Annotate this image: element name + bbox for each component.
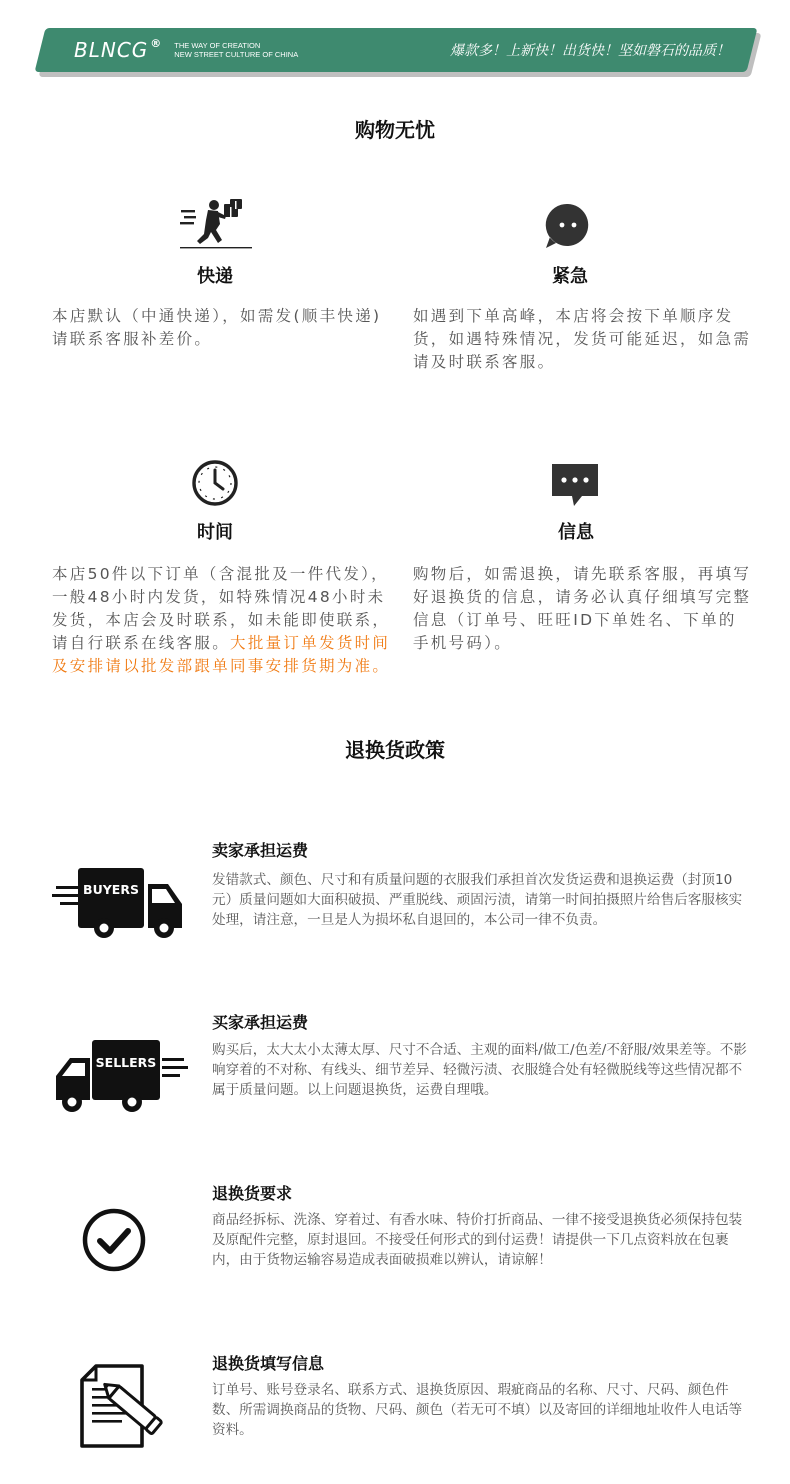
policy-text-fill-info: 订单号、账号登录名、联系方式、退换货原因、瑕疵商品的名称、尺寸、尺码、颜色件数、所需调换商品的货物、尺码、颜色（若无可不填）以及寄回的详细地址收件人电话等资料。 [212,1382,743,1438]
document-pen-icon [78,1362,172,1452]
truck-buyers-icon [50,864,186,940]
policy-text-buyer-pays: 购买后，太大太小太薄太厚、尺寸不合适、主观的面料/做工/色差/不舒服/效果差等。不影响穿着的不对称、有线头、细节差异、轻微污渍、衣服缝合处有轻微脱线等这些情况都不属于质量问题。以上问题退换货，运费自理哦。 [212,1042,747,1098]
feature-text-urgent: 如遇到下单高峰，本店将会按下单顺序发货，如遇特殊情况，发货可能延迟，如急需请及时联系客服。 [413,307,752,371]
banner-content [40,28,752,72]
feature-text-time: 本店50件以下订单（含混批及一件代发），一般48小时内发货，如特殊情况48小时未发货，本店会及时联系，如未能即使联系，请自行联系在线客服。大批量订单发货时间及安排请以批发部跟单同事安排货期为准。 [52,565,391,675]
message-icon [550,462,600,508]
truck-sellers-icon [54,1036,190,1114]
policy-text-seller-pays: 发错款式、颜色、尺寸和有质量问题的衣服我们承担首次发货运费和退换运费（封顶10元）质量问题如大面积破损、严重脱线、顽固污渍，请第一时间拍摄照片给售后客服核实处理，请注意，一旦是人为损坏私自退回的，本公司一律不负责。 [212,872,743,928]
brand-logo: BLNCG ® [74,37,163,62]
feature-text-info: 购物后，如需退换，请先联系客服，再填写好退换货的信息，请务必认真仔细填写完整信息（订单号、旺旺ID下单姓名、下单的手机号码）。 [413,565,752,652]
policy-title-requirements: 退换货要求 [212,1184,293,1203]
feature-title-time: 时间 [197,522,233,543]
feature-title-info: 信息 [558,522,594,543]
clock-icon [190,458,240,508]
feature-text-delivery: 本店默认（中通快递），如需发(顺丰快递)请联系客服补差价。 [52,307,382,348]
policy-text-requirements: 商品经拆标、洗涤、穿着过、有香水味、特价打折商品、一律不接受退换货必须保持包装及原配件完整，原封退回。不接受任何形式的到付运费！请提供一下几点资料放在包裹内，由于货物运输容易造成表面破损难以辨认，请谅解！ [212,1212,743,1268]
feature-title-urgent: 紧急 [552,266,588,287]
policy-title-seller-pays: 卖家承担运费 [212,841,309,860]
policy-title-buyer-pays: 买家承担运费 [212,1013,309,1032]
shopping-section-title: 购物无忧 [355,118,435,142]
truck-sellers-label: SELLERS [95,1055,157,1070]
banner-slogan: 爆款多！上新快！出货快！坚如磐石的品质！ [450,43,730,59]
feature-title-delivery: 快递 [197,266,233,287]
chat-bubble-icon [544,202,592,250]
policy-title-fill-info: 退换货填写信息 [212,1354,325,1373]
delivery-man-icon [178,196,252,252]
tagline-line2: NEW STREET CULTURE OF CHINA [174,50,299,59]
check-circle-icon [80,1206,148,1274]
policy-section-title: 退换货政策 [345,738,445,762]
tagline-line1: THE WAY OF CREATION [174,41,261,50]
truck-buyers-label: BUYERS [83,882,139,897]
feature-text-time-highlight: 大批量订单发货时间及安排请以批发部跟单同事安排货期为准。 [52,634,391,675]
brand-tagline [174,41,298,59]
